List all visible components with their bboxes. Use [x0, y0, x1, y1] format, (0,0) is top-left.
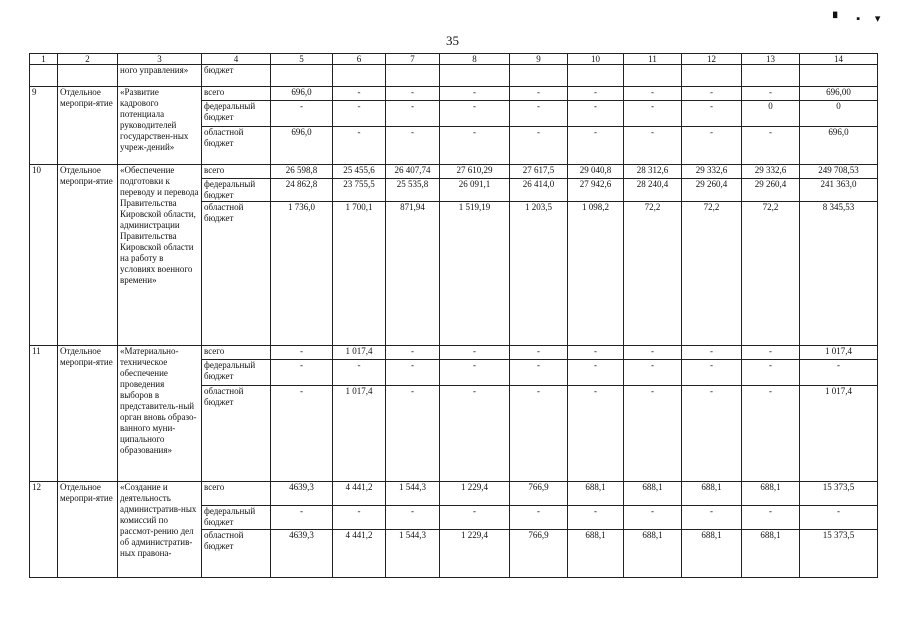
amount-cell: 0 — [800, 101, 878, 127]
amount-cell: 696,0 — [271, 127, 333, 165]
activity-name-cell: «Создание и деятельность административ-ных комиссий по рассмот-рению дел об административ-ных правона- — [118, 482, 202, 578]
amount-cell: - — [800, 506, 878, 530]
amount-cell: - — [624, 346, 682, 360]
column-number: 13 — [742, 54, 800, 65]
column-number-row — [30, 54, 878, 65]
amount-cell: - — [440, 386, 510, 482]
amount-cell: 29 260,4 — [682, 179, 742, 202]
amount-cell: - — [510, 87, 568, 101]
amount-cell: 1 229,4 — [440, 482, 510, 506]
amount-cell: 1 017,4 — [800, 386, 878, 482]
carryover-empty-cell — [742, 65, 800, 87]
amount-cell: 24 862,8 — [271, 179, 333, 202]
carryover-empty-cell — [682, 65, 742, 87]
amount-cell: - — [333, 360, 386, 386]
amount-cell: - — [510, 346, 568, 360]
amount-cell: - — [510, 360, 568, 386]
column-number: 10 — [568, 54, 624, 65]
amount-cell: 1 098,2 — [568, 202, 624, 346]
activity-type-cell: Отдельное меропри-ятие — [58, 346, 118, 482]
funding-source-cell: всего — [202, 165, 271, 179]
row-number-cell: 10 — [30, 165, 58, 346]
column-number: 12 — [682, 54, 742, 65]
amount-cell: - — [742, 87, 800, 101]
amount-cell: - — [271, 360, 333, 386]
amount-cell: 1 229,4 — [440, 530, 510, 578]
amount-cell: - — [271, 346, 333, 360]
amount-cell: 1 017,4 — [800, 346, 878, 360]
amount-cell: - — [440, 101, 510, 127]
table-row — [30, 87, 878, 101]
amount-cell: 28 240,4 — [624, 179, 682, 202]
amount-cell: - — [742, 127, 800, 165]
amount-cell: - — [682, 360, 742, 386]
funding-source-cell: всего — [202, 482, 271, 506]
amount-cell: 8 345,53 — [800, 202, 878, 346]
amount-cell: 72,2 — [624, 202, 682, 346]
amount-cell: 4639,3 — [271, 482, 333, 506]
amount-cell: - — [742, 386, 800, 482]
amount-cell: - — [440, 87, 510, 101]
column-number: 5 — [271, 54, 333, 65]
amount-cell: - — [440, 360, 510, 386]
column-number: 8 — [440, 54, 510, 65]
amount-cell: 26 414,0 — [510, 179, 568, 202]
amount-cell: - — [742, 360, 800, 386]
amount-cell: 696,0 — [271, 87, 333, 101]
amount-cell: 1 203,5 — [510, 202, 568, 346]
amount-cell: - — [333, 506, 386, 530]
amount-cell: 4 441,2 — [333, 482, 386, 506]
column-number: 11 — [624, 54, 682, 65]
amount-cell: - — [386, 346, 440, 360]
amount-cell: 766,9 — [510, 530, 568, 578]
amount-cell: - — [568, 360, 624, 386]
funding-source-cell: федеральный бюджет — [202, 506, 271, 530]
amount-cell: - — [682, 346, 742, 360]
amount-cell: 0 — [742, 101, 800, 127]
carryover-number-cell — [30, 65, 58, 87]
column-number: 6 — [333, 54, 386, 65]
scan-specks: ▘ ▪ ▾ — [833, 13, 887, 25]
amount-cell: - — [333, 101, 386, 127]
amount-cell: 688,1 — [682, 482, 742, 506]
amount-cell: 26 091,1 — [440, 179, 510, 202]
funding-source-cell: федеральный бюджет — [202, 101, 271, 127]
amount-cell: 27 617,5 — [510, 165, 568, 179]
row-number-cell: 12 — [30, 482, 58, 578]
amount-cell: 25 535,8 — [386, 179, 440, 202]
amount-cell: - — [624, 506, 682, 530]
amount-cell: - — [510, 101, 568, 127]
activity-type-cell: Отдельное меропри-ятие — [58, 165, 118, 346]
amount-cell: - — [568, 127, 624, 165]
column-number: 3 — [118, 54, 202, 65]
amount-cell: 27 610,29 — [440, 165, 510, 179]
carryover-empty-cell — [624, 65, 682, 87]
amount-cell: - — [271, 101, 333, 127]
amount-cell: 29 040,8 — [568, 165, 624, 179]
amount-cell: 1 544,3 — [386, 530, 440, 578]
carryover-empty-cell — [568, 65, 624, 87]
amount-cell: - — [440, 346, 510, 360]
amount-cell: - — [510, 127, 568, 165]
amount-cell: - — [800, 360, 878, 386]
amount-cell: - — [386, 506, 440, 530]
amount-cell: 25 455,6 — [333, 165, 386, 179]
activity-type-cell: Отдельное меропри-ятие — [58, 87, 118, 165]
amount-cell: 4639,3 — [271, 530, 333, 578]
column-number: 9 — [510, 54, 568, 65]
amount-cell: 1 017,4 — [333, 386, 386, 482]
funding-source-cell: областной бюджет — [202, 530, 271, 578]
amount-cell: 23 755,5 — [333, 179, 386, 202]
amount-cell: - — [682, 506, 742, 530]
amount-cell: 27 942,6 — [568, 179, 624, 202]
table-row — [30, 346, 878, 360]
amount-cell: 15 373,5 — [800, 530, 878, 578]
amount-cell: - — [742, 506, 800, 530]
carryover-empty-cell — [271, 65, 333, 87]
amount-cell: - — [742, 346, 800, 360]
amount-cell: 28 312,6 — [624, 165, 682, 179]
amount-cell: - — [568, 346, 624, 360]
amount-cell: - — [624, 386, 682, 482]
amount-cell: - — [682, 127, 742, 165]
amount-cell: 871,94 — [386, 202, 440, 346]
amount-cell: 26 407,74 — [386, 165, 440, 179]
amount-cell: 15 373,5 — [800, 482, 878, 506]
amount-cell: - — [682, 87, 742, 101]
amount-cell: - — [568, 101, 624, 127]
amount-cell: - — [568, 386, 624, 482]
amount-cell: 29 332,6 — [682, 165, 742, 179]
carryover-empty-cell — [510, 65, 568, 87]
column-number: 4 — [202, 54, 271, 65]
column-number: 14 — [800, 54, 878, 65]
carryover-empty-cell — [440, 65, 510, 87]
amount-cell: 688,1 — [624, 482, 682, 506]
carryover-empty-cell — [800, 65, 878, 87]
amount-cell: 688,1 — [568, 530, 624, 578]
amount-cell: - — [386, 360, 440, 386]
amount-cell: 241 363,0 — [800, 179, 878, 202]
amount-cell: 4 441,2 — [333, 530, 386, 578]
amount-cell: - — [624, 101, 682, 127]
table-row — [30, 165, 878, 179]
amount-cell: - — [271, 506, 333, 530]
carryover-name-cell: ного управления» — [118, 65, 202, 87]
amount-cell: 26 598,8 — [271, 165, 333, 179]
column-number: 2 — [58, 54, 118, 65]
carryover-row — [30, 65, 878, 87]
funding-source-cell: областной бюджет — [202, 202, 271, 346]
amount-cell: - — [386, 386, 440, 482]
amount-cell: - — [440, 506, 510, 530]
row-number-cell: 11 — [30, 346, 58, 482]
activity-type-cell: Отдельное меропри-ятие — [58, 482, 118, 578]
amount-cell: 1 700,1 — [333, 202, 386, 346]
amount-cell: 29 260,4 — [742, 179, 800, 202]
activity-name-cell: «Обеспечение подготовки к переводу и перевода Правительства Кировской области, администрации Правительства Кировской области на работу в условиях военного времени» — [118, 165, 202, 346]
amount-cell: - — [510, 506, 568, 530]
amount-cell: 696,0 — [800, 127, 878, 165]
amount-cell: - — [271, 386, 333, 482]
amount-cell: 72,2 — [742, 202, 800, 346]
amount-cell: 1 544,3 — [386, 482, 440, 506]
amount-cell: 688,1 — [568, 482, 624, 506]
amount-cell: - — [624, 87, 682, 101]
funding-source-cell: всего — [202, 346, 271, 360]
amount-cell: 688,1 — [742, 482, 800, 506]
funding-source-cell: областной бюджет — [202, 386, 271, 482]
funding-source-cell: федеральный бюджет — [202, 360, 271, 386]
funding-source-cell: областной бюджет — [202, 127, 271, 165]
carryover-source-cell: бюджет — [202, 65, 271, 87]
amount-cell: 688,1 — [742, 530, 800, 578]
amount-cell: 688,1 — [682, 530, 742, 578]
amount-cell: - — [624, 360, 682, 386]
column-number: 1 — [30, 54, 58, 65]
amount-cell: 29 332,6 — [742, 165, 800, 179]
carryover-type-cell — [58, 65, 118, 87]
amount-cell: - — [568, 506, 624, 530]
activity-name-cell: «Материально-техническое обеспечение проведения выборов в представитель-ный орган вновь образо-ванного муни-ципального образования» — [118, 346, 202, 482]
amount-cell: 1 736,0 — [271, 202, 333, 346]
table-row — [30, 482, 878, 506]
funding-source-cell: федеральный бюджет — [202, 179, 271, 202]
amount-cell: - — [333, 127, 386, 165]
amount-cell: 766,9 — [510, 482, 568, 506]
amount-cell: - — [440, 127, 510, 165]
amount-cell: - — [386, 87, 440, 101]
amount-cell: 72,2 — [682, 202, 742, 346]
amount-cell: - — [333, 87, 386, 101]
budget-table — [29, 53, 878, 578]
amount-cell: - — [386, 101, 440, 127]
amount-cell: - — [624, 127, 682, 165]
amount-cell: - — [568, 87, 624, 101]
amount-cell: - — [682, 101, 742, 127]
funding-source-cell: всего — [202, 87, 271, 101]
amount-cell: 1 017,4 — [333, 346, 386, 360]
amount-cell: 249 708,53 — [800, 165, 878, 179]
amount-cell: - — [386, 127, 440, 165]
activity-name-cell: «Развитие кадрового потенциала руководителей государствен-ных учреж-дений» — [118, 87, 202, 165]
carryover-empty-cell — [386, 65, 440, 87]
page-number: 35 — [446, 33, 459, 48]
amount-cell: - — [682, 386, 742, 482]
amount-cell: 1 519,19 — [440, 202, 510, 346]
column-number: 7 — [386, 54, 440, 65]
amount-cell: 696,00 — [800, 87, 878, 101]
row-number-cell: 9 — [30, 87, 58, 165]
amount-cell: - — [510, 386, 568, 482]
amount-cell: 688,1 — [624, 530, 682, 578]
carryover-empty-cell — [333, 65, 386, 87]
